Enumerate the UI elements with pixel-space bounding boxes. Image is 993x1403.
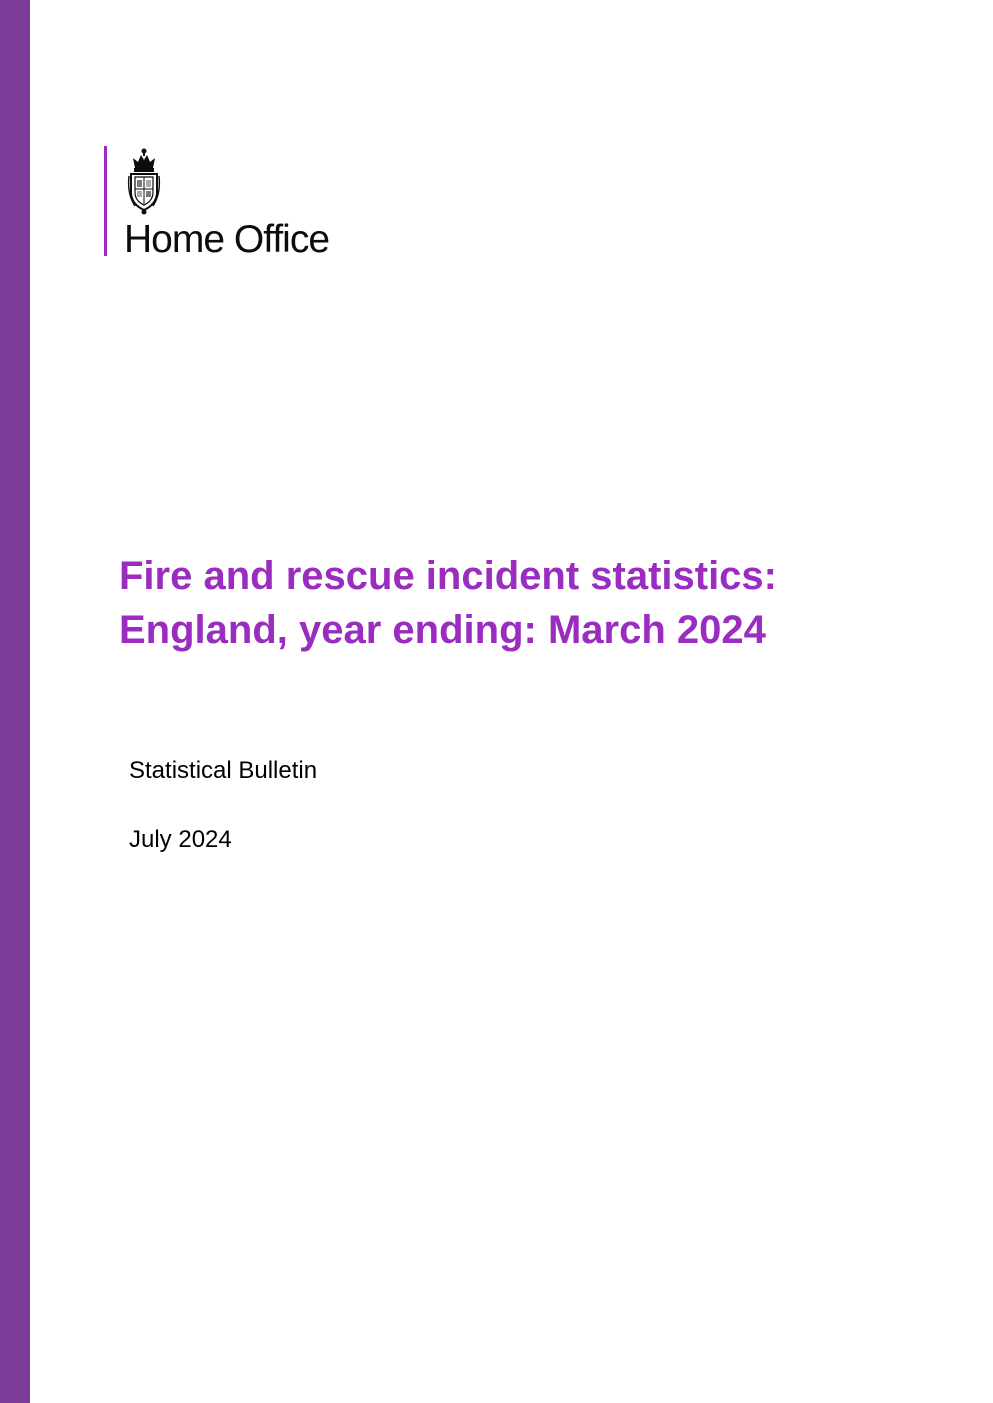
document-title-line: England, year ending: March 2024: [119, 608, 766, 652]
logo-rule: [104, 146, 107, 256]
royal-crest-icon: [123, 146, 165, 216]
home-office-logo: [104, 146, 374, 261]
document-title: [119, 549, 959, 657]
document-title-line: Fire and rescue incident statistics:: [119, 554, 777, 598]
publication-date: July 2024: [129, 826, 232, 853]
org-name: Home Office: [124, 218, 330, 261]
side-bar: [0, 0, 30, 1403]
document-subtitle: Statistical Bulletin: [129, 757, 318, 784]
